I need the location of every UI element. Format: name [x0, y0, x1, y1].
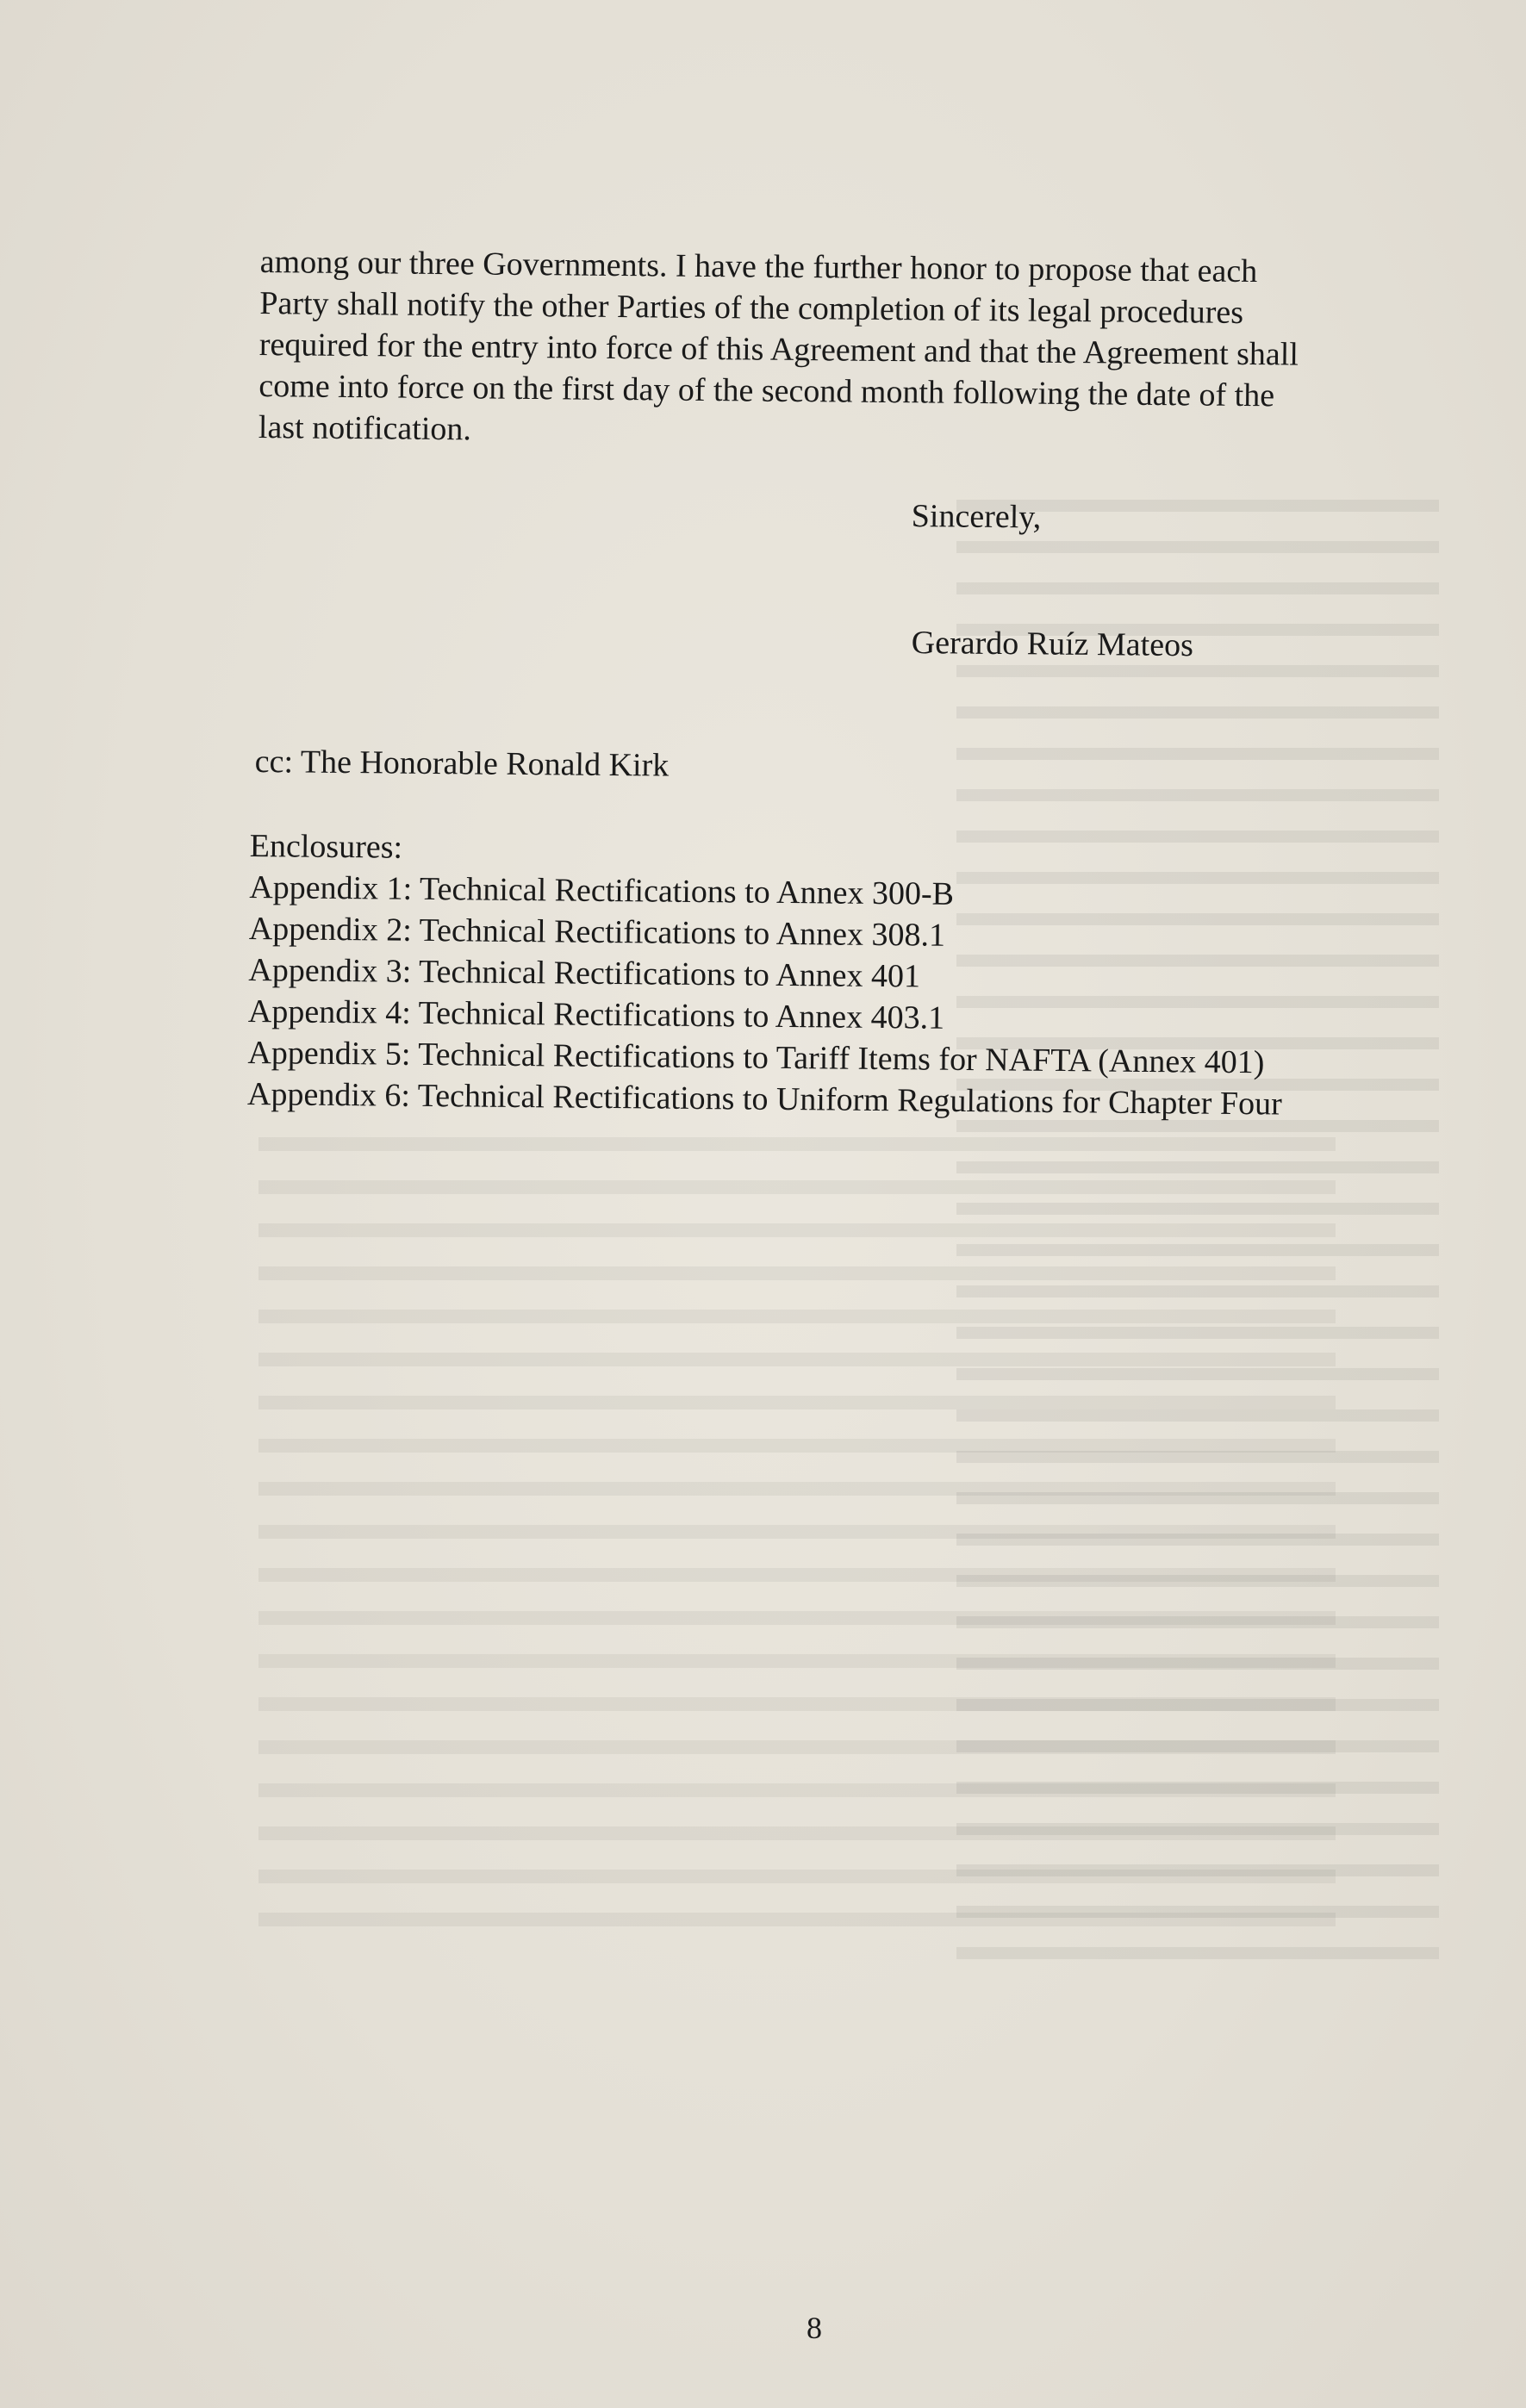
body-line: Party shall notify the other Parties of the completion of its legal procedures: [259, 284, 1244, 331]
closing-salutation: Sincerely,: [911, 497, 1042, 536]
body-paragraph: [258, 241, 1432, 459]
bleed-through-shadow-lower: [258, 1137, 1336, 1930]
enclosure-item: Appendix 2: Technical Rectifications to Annex 308.1: [248, 910, 946, 954]
body-line: come into force on the first day of the second month following the date of the: [258, 367, 1275, 414]
enclosure-item: Appendix 6: Technical Rectifications to Uniform Regulations for Chapter Four: [246, 1075, 1282, 1123]
enclosures-list: [247, 825, 1473, 1127]
enclosure-item: Appendix 1: Technical Rectifications to Annex 300-B: [249, 868, 955, 912]
enclosure-item: Appendix 5: Technical Rectifications to Tariff Items for NAFTA (Annex 401): [247, 1034, 1265, 1081]
signer-name: Gerardo Ruíz Mateos: [911, 624, 1194, 664]
enclosure-item: Appendix 4: Technical Rectifications to Annex 403.1: [247, 992, 945, 1036]
enclosures-heading: Enclosures:: [249, 827, 403, 866]
body-line: required for the entry into force of this Agreement and that the Agreement shall: [258, 326, 1299, 373]
body-line: among our three Governments. I have the further honor to propose that each: [259, 243, 1258, 290]
enclosure-item: Appendix 3: Technical Rectifications to Annex 401: [248, 951, 921, 995]
cc-line: cc: The Honorable Ronald Kirk: [254, 743, 670, 784]
body-line: last notification.: [258, 408, 472, 448]
page-number: 8: [807, 2311, 822, 2345]
